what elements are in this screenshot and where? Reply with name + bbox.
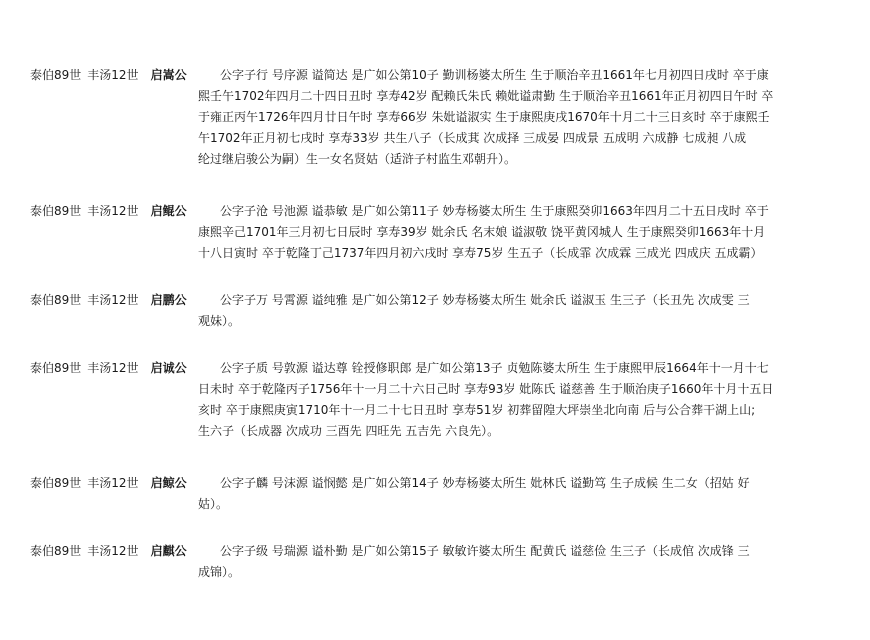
person-name: 启诚公 — [150, 361, 187, 375]
entry-line: 公字子行 号序源 谥简达 是广如公第10子 勤训杨婆太所生 生于顺治辛丑1661年七月初四日戌时 卒于康 — [220, 68, 769, 82]
generation-taibo: 泰伯89世 — [30, 361, 82, 375]
generation-fengtang: 丰汤12世 — [87, 361, 139, 375]
entry-line: 康熙辛己1701年三月初七日辰时 享寿39岁 妣余氏 名末娘 谥淑敬 饶平黄冈城人 生于康熙癸卯1663年十月 — [198, 225, 766, 239]
entry-line: 十八日寅时 卒于乾隆丁己1737年四月初六戌时 享寿75岁 生五子（长成霏 次成霖 三成光 四成庆 五成霸） — [198, 246, 763, 260]
entry-line: 公字子万 号霄源 谥纯雅 是广如公第12子 妙寿杨婆太所生 妣余氏 谥淑玉 生三子（长丑先 次成雯 三 — [220, 293, 750, 307]
entry-label — [30, 541, 187, 562]
person-name: 启麒公 — [150, 544, 187, 558]
entry-body — [198, 473, 828, 515]
entry-body — [198, 65, 828, 170]
person-name: 启鲸公 — [150, 476, 187, 490]
entry-line: 熙壬午1702年四月二十四日丑时 享寿42岁 配赖氏朱氏 赖妣谥肃勤 生于顺治辛丑1661年正月初四日午时 卒 — [198, 89, 774, 103]
entry-line: 公字子质 号敦源 谥达尊 铨授修职郎 是广如公第13子 贞勉陈婆太所生 生于康熙甲辰1664年十一月十七 — [220, 361, 769, 375]
generation-fengtang: 丰汤12世 — [87, 204, 139, 218]
generation-fengtang: 丰汤12世 — [87, 293, 139, 307]
entry-line: 成锦）。 — [198, 565, 241, 579]
entry-label — [30, 290, 187, 311]
generation-taibo: 泰伯89世 — [30, 293, 82, 307]
entry-line: 午1702年正月初七戌时 享寿33岁 共生八子（长成萁 次成择 三成晏 四成景 五成明 六成静 七成昶 八成 — [198, 131, 747, 145]
entry-label — [30, 201, 187, 222]
generation-taibo: 泰伯89世 — [30, 204, 82, 218]
generation-fengtang: 丰汤12世 — [87, 544, 139, 558]
entry-label — [30, 65, 187, 86]
entry-line: 生六子（长成器 次成功 三酉先 四旺先 五吉先 六良先）。 — [198, 424, 500, 438]
entry-body — [198, 358, 828, 442]
generation-fengtang: 丰汤12世 — [87, 68, 139, 82]
entry-line: 姑）。 — [198, 497, 229, 511]
entry-line: 纶过继启骏公为嗣）生一女名贤姑（适浒子村监生邓朝升）。 — [198, 152, 517, 166]
generation-taibo: 泰伯89世 — [30, 476, 82, 490]
entry-line: 亥时 卒于康熙庚寅1710年十一月二十七日丑时 享寿51岁 初葬留隍大坪崇坐北向南 后与公合葬干湖上山; — [198, 403, 756, 417]
entry-body — [198, 290, 828, 332]
entry-line: 日未时 卒于乾隆丙子1756年十一月二十六日己时 享寿93岁 妣陈氏 谥慈善 生于顺治庚子1660年十月十五日 — [198, 382, 774, 396]
entry-label — [30, 358, 187, 379]
person-name: 启嵩公 — [150, 68, 187, 82]
entry-line: 公字子级 号瑞源 谥朴勤 是广如公第15子 敏敏许婆太所生 配黄氏 谥慈俭 生三子（长成倌 次成锋 三 — [220, 544, 750, 558]
generation-taibo: 泰伯89世 — [30, 68, 82, 82]
entry-line: 于雍正丙午1726年四月廿日午时 享寿66岁 朱妣谥淑实 生于康熙庚戌1670年十月二十三日亥时 卒于康熙壬 — [198, 110, 770, 124]
entry-line: 公字子麟 号沫源 谥悯懿 是广如公第14子 妙寿杨婆太所生 妣林氏 谥勤笃 生子成候 生二女（招姑 好 — [220, 476, 750, 490]
person-name: 启鹏公 — [150, 293, 187, 307]
generation-fengtang: 丰汤12世 — [87, 476, 139, 490]
generation-taibo: 泰伯89世 — [30, 544, 82, 558]
entry-body — [198, 201, 828, 264]
entry-label — [30, 473, 187, 494]
entry-body — [198, 541, 828, 583]
entry-line: 观妹）。 — [198, 314, 241, 328]
person-name: 启鲲公 — [150, 204, 187, 218]
entry-line: 公字子沧 号池源 谥恭敏 是广如公第11子 妙寿杨婆太所生 生于康熙癸卯1663年四月二十五日戌时 卒于 — [220, 204, 769, 218]
